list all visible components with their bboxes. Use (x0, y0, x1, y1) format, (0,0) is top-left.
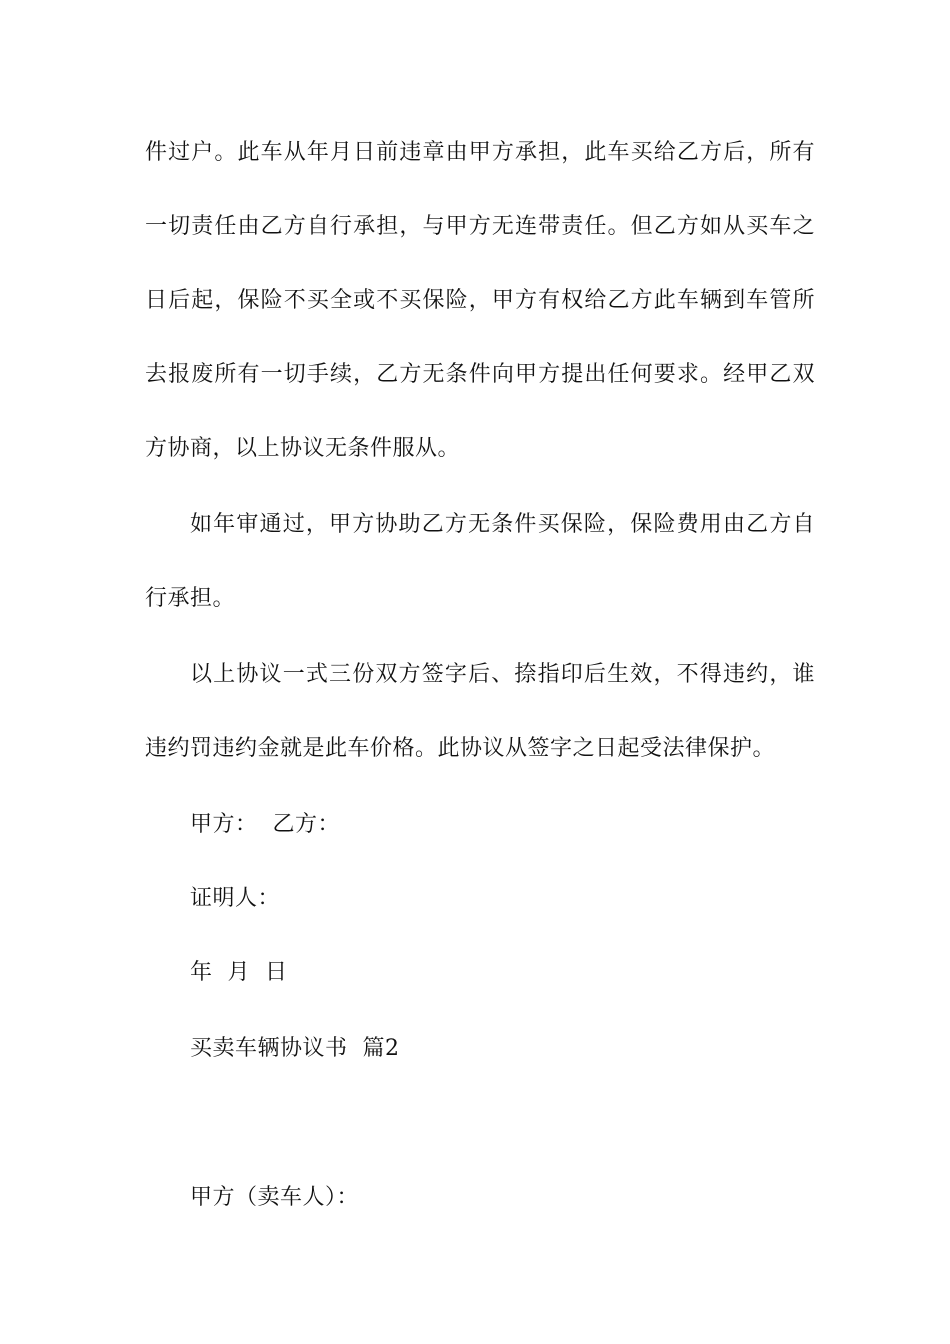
paragraph-1-line-4: 去报废所有一切手续，乙方无条件向甲方提出任何要求。经甲乙双 (145, 362, 815, 387)
paragraph-3-line-2: 违约罚违约金就是此车价格。此协议从签字之日起受法律保护。 (145, 736, 776, 761)
paragraph-1-line-2: 一切责任由乙方自行承担，与甲方无连带责任。但乙方如从买车之 (145, 214, 815, 239)
signature-parties: 甲方： 乙方： (190, 812, 340, 837)
signature-witness: 证明人： (190, 886, 281, 911)
paragraph-3-line-1: 以上协议一式三份双方签字后、捺指印后生效，不得违约，谁 (190, 662, 815, 687)
paragraph-2-line-1: 如年审通过，甲方协助乙方无条件买保险，保险费用由乙方自 (190, 512, 815, 537)
paragraph-1-line-5: 方协商，以上协议无条件服从。 (145, 436, 461, 461)
section-title: 买卖车辆协议书 篇2 (190, 1036, 400, 1061)
paragraph-2-line-2: 行承担。 (145, 586, 236, 611)
paragraph-1-line-3: 日后起，保险不买全或不买保险，甲方有权给乙方此车辆到车管所 (145, 288, 815, 313)
signature-date: 年 月 日 (190, 960, 288, 985)
seller-label: 甲方（卖车人）： (190, 1185, 360, 1210)
paragraph-1-line-1: 件过户。此车从年月日前违章由甲方承担，此车买给乙方后，所有 (145, 140, 815, 165)
